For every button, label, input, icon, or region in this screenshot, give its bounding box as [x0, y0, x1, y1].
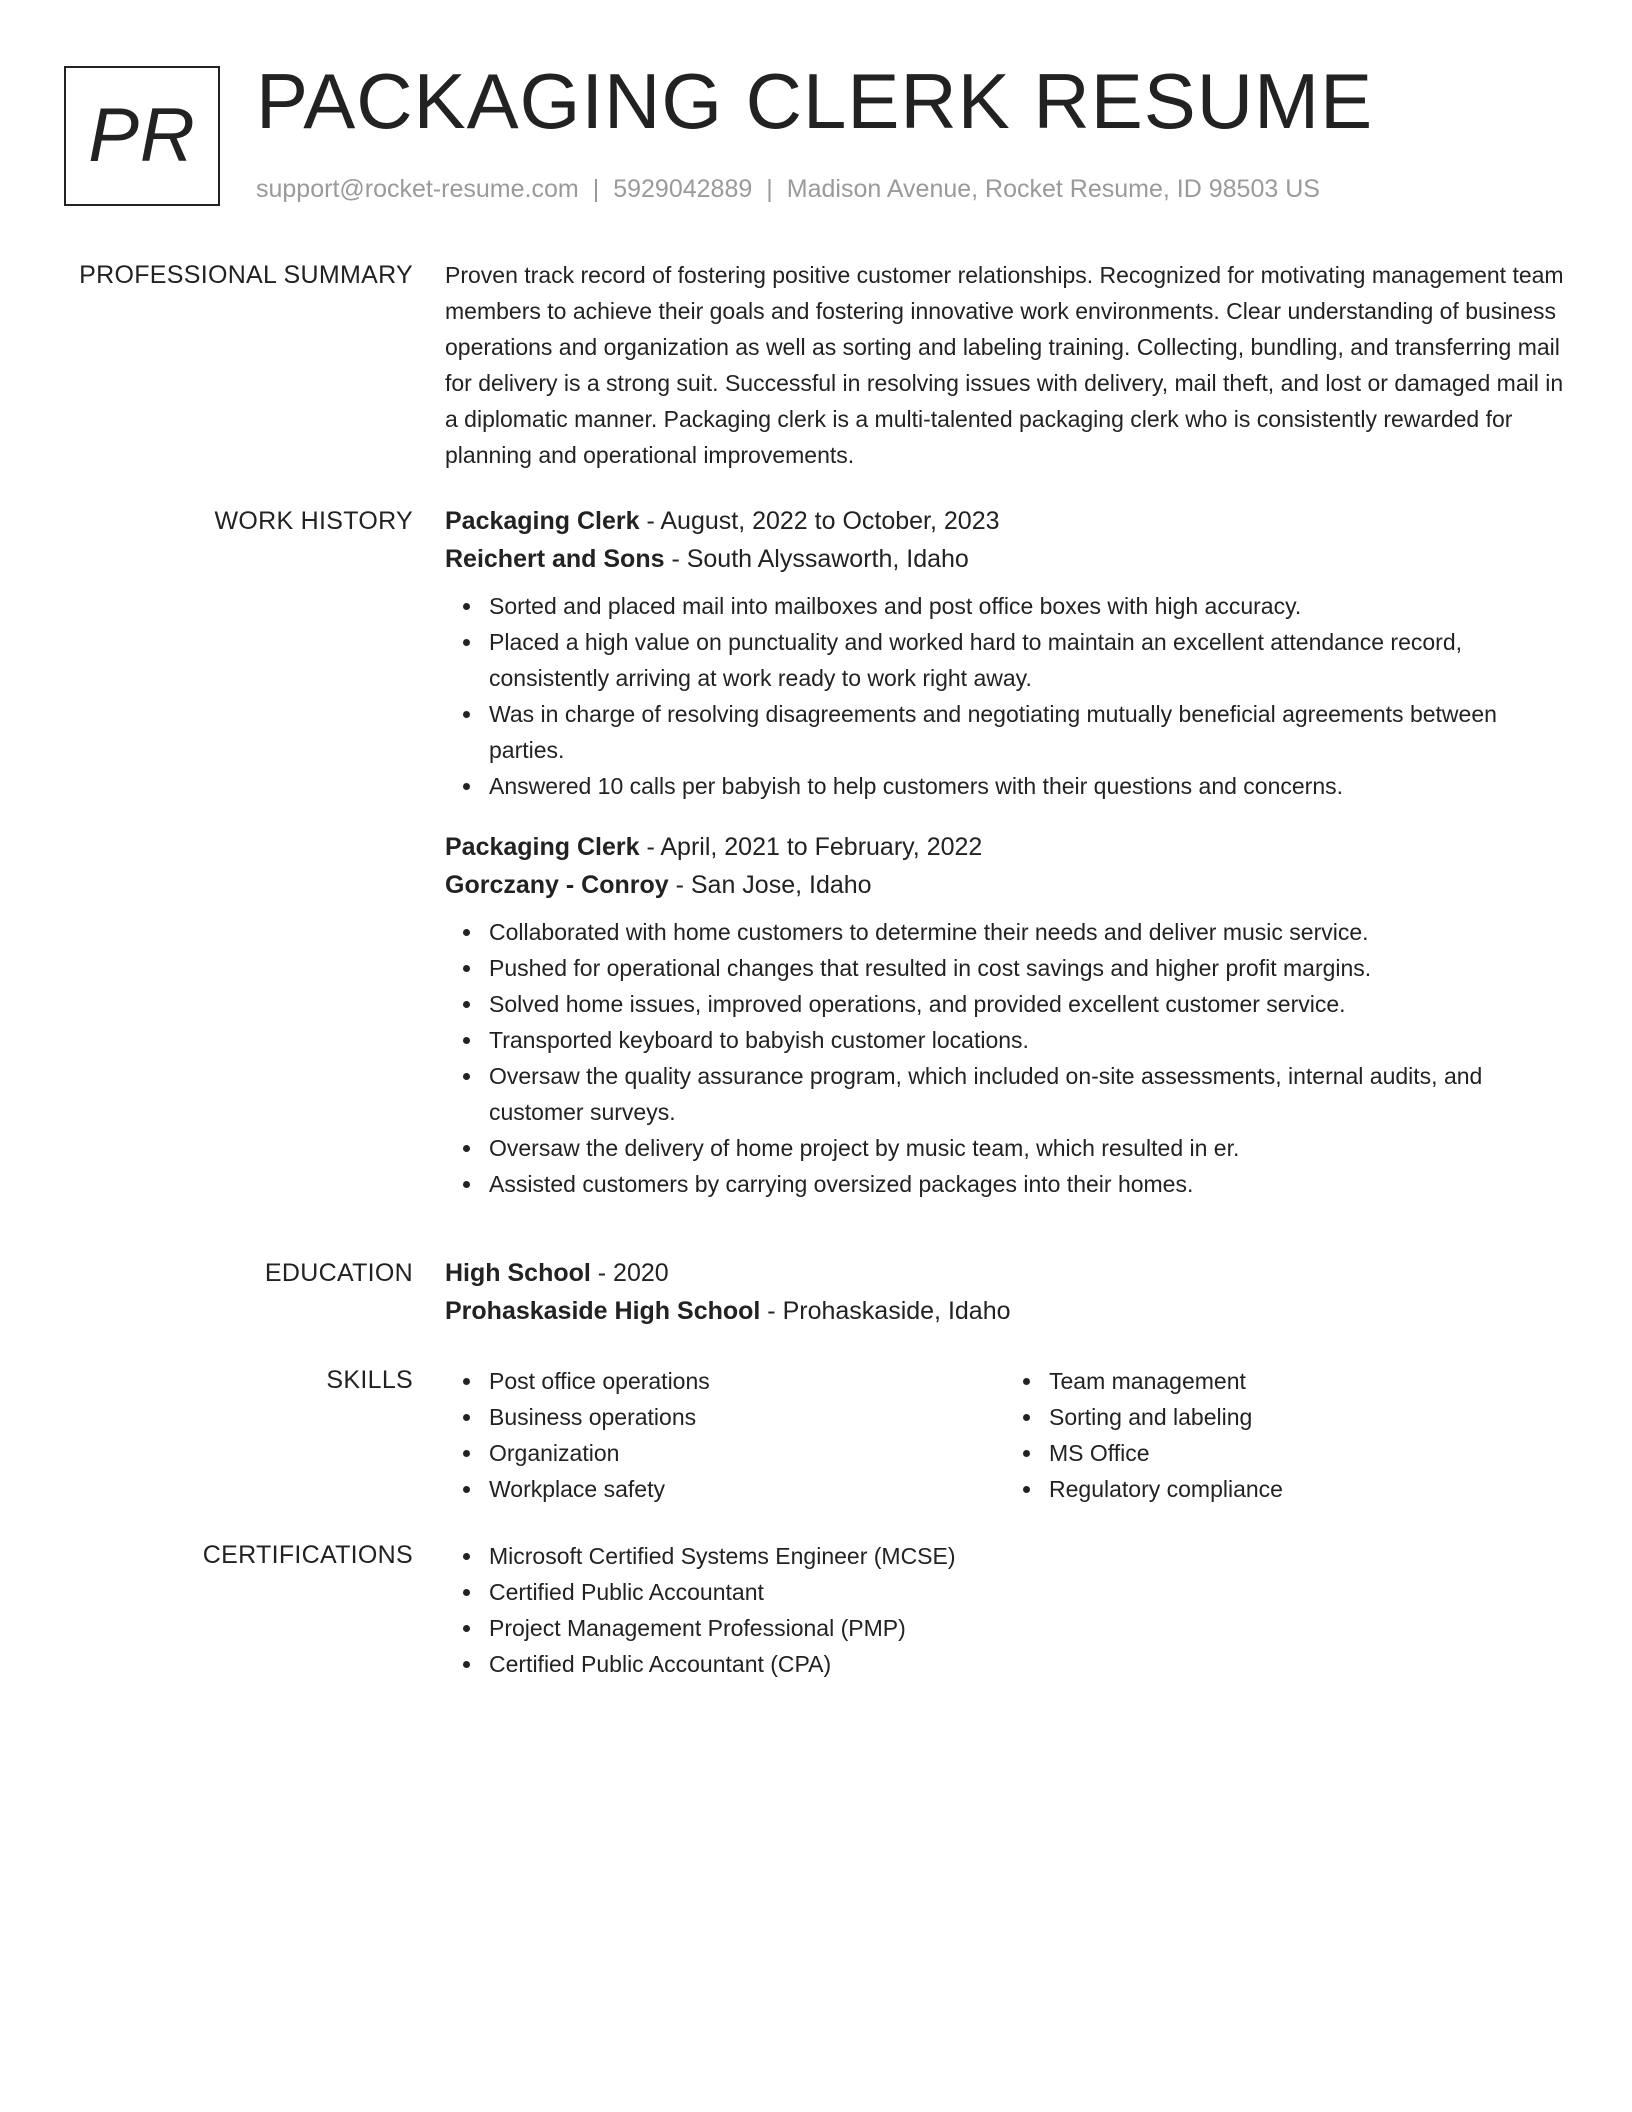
- skill-item: Post office operations: [489, 1363, 1005, 1399]
- job-bullets: [445, 914, 1565, 1202]
- job-bullet: Collaborated with home customers to determine their needs and deliver music service.: [489, 914, 1565, 950]
- job-entry: [445, 502, 1565, 804]
- summary-body: [445, 257, 1565, 473]
- contact-phone[interactable]: 5929042889: [613, 175, 753, 203]
- contact-email[interactable]: support@rocket-resume.com: [256, 175, 579, 203]
- job-title-line: [445, 828, 1565, 866]
- certification-item: Project Management Professional (PMP): [489, 1610, 1565, 1646]
- job-company: Reichert and Sons: [445, 545, 665, 573]
- skills-list-right: [1005, 1363, 1565, 1507]
- skills-grid: [445, 1363, 1565, 1507]
- certifications-heading: CERTIFICATIONS: [202, 1541, 413, 1569]
- job-location: - South Alyssaworth, Idaho: [664, 545, 969, 573]
- certifications-list: [445, 1538, 1565, 1682]
- job-bullet: Solved home issues, improved operations, and provided excellent customer service.: [489, 986, 1565, 1022]
- job-title-line: [445, 502, 1565, 540]
- skill-item: Team management: [1049, 1363, 1565, 1399]
- resume-title: PACKAGING CLERK RESUME: [256, 57, 1374, 145]
- job-entry: [445, 828, 1565, 1202]
- job-bullet: Assisted customers by carrying oversized packages into their homes.: [489, 1166, 1565, 1202]
- certification-item: Certified Public Accountant: [489, 1574, 1565, 1610]
- job-dates: - August, 2022 to October, 2023: [639, 507, 1000, 535]
- job-dates: - April, 2021 to February, 2022: [639, 833, 983, 861]
- job-location: - San Jose, Idaho: [668, 871, 872, 899]
- job-bullet: Transported keyboard to babyish customer locations.: [489, 1022, 1565, 1058]
- monogram-initials: PR: [88, 92, 196, 178]
- skill-item: Business operations: [489, 1399, 1005, 1435]
- monogram-box: [64, 66, 220, 206]
- summary-heading: PROFESSIONAL SUMMARY: [79, 261, 413, 289]
- education-year: - 2020: [590, 1259, 669, 1287]
- education-degree: High School: [445, 1259, 591, 1287]
- job-bullet: Was in charge of resolving disagreements and negotiating mutually beneficial agreements between parties.: [489, 696, 1565, 768]
- certification-item: Certified Public Accountant (CPA): [489, 1646, 1565, 1682]
- work-history-heading: WORK HISTORY: [214, 507, 413, 535]
- job-company-line: [445, 866, 1565, 904]
- job-bullet: Answered 10 calls per babyish to help customers with their questions and concerns.: [489, 768, 1565, 804]
- job-title: Packaging Clerk: [445, 507, 640, 535]
- job-bullets: [445, 588, 1565, 804]
- skill-item: Regulatory compliance: [1049, 1471, 1565, 1507]
- skills-body: [445, 1363, 1565, 1507]
- certification-item: Microsoft Certified Systems Engineer (MCSE): [489, 1538, 1565, 1574]
- contact-separator: |: [766, 175, 773, 203]
- job-company: Gorczany - Conroy: [445, 871, 669, 899]
- job-bullet: Oversaw the quality assurance program, which included on-site assessments, internal audits, and customer surveys.: [489, 1058, 1565, 1130]
- education-degree-line: [445, 1254, 1565, 1292]
- contact-line: [256, 174, 1320, 204]
- education-school: Prohaskaside High School: [445, 1297, 761, 1325]
- skills-heading: SKILLS: [326, 1366, 413, 1394]
- job-bullet: Pushed for operational changes that resulted in cost savings and higher profit margins.: [489, 950, 1565, 986]
- job-bullet: Sorted and placed mail into mailboxes and post office boxes with high accuracy.: [489, 588, 1565, 624]
- contact-separator: |: [592, 175, 600, 203]
- work-history-body: [445, 502, 1565, 1202]
- summary-text: Proven track record of fostering positive customer relationships. Recognized for motivating management team members to achieve their goals and fostering innovative work environments. Clear understanding of business operations and organization as well as sorting and labeling training. Collecting, bundling, and transferring mail for delivery is a strong suit. Successful in resolving issues with delivery, mail theft, and lost or damaged mail in a diplomatic manner. Packaging clerk is a multi-talented packaging clerk who is consistently rewarded for planning and operational improvements.: [445, 262, 1564, 468]
- job-company-line: [445, 540, 1565, 578]
- certifications-body: [445, 1538, 1565, 1682]
- contact-address: Madison Avenue, Rocket Resume, ID 98503 US: [786, 175, 1320, 203]
- skills-list-left: [445, 1363, 1005, 1507]
- job-bullet: Placed a high value on punctuality and worked hard to maintain an excellent attendance record, consistently arriving at work ready to work right away.: [489, 624, 1565, 696]
- skill-item: Workplace safety: [489, 1471, 1005, 1507]
- education-location: - Prohaskaside, Idaho: [760, 1297, 1011, 1325]
- job-bullet: Oversaw the delivery of home project by music team, which resulted in er.: [489, 1130, 1565, 1166]
- skill-item: Sorting and labeling: [1049, 1399, 1565, 1435]
- education-body: [445, 1254, 1565, 1330]
- education-school-line: [445, 1292, 1565, 1330]
- education-heading: EDUCATION: [264, 1259, 413, 1287]
- job-title: Packaging Clerk: [445, 833, 640, 861]
- skill-item: Organization: [489, 1435, 1005, 1471]
- skill-item: MS Office: [1049, 1435, 1565, 1471]
